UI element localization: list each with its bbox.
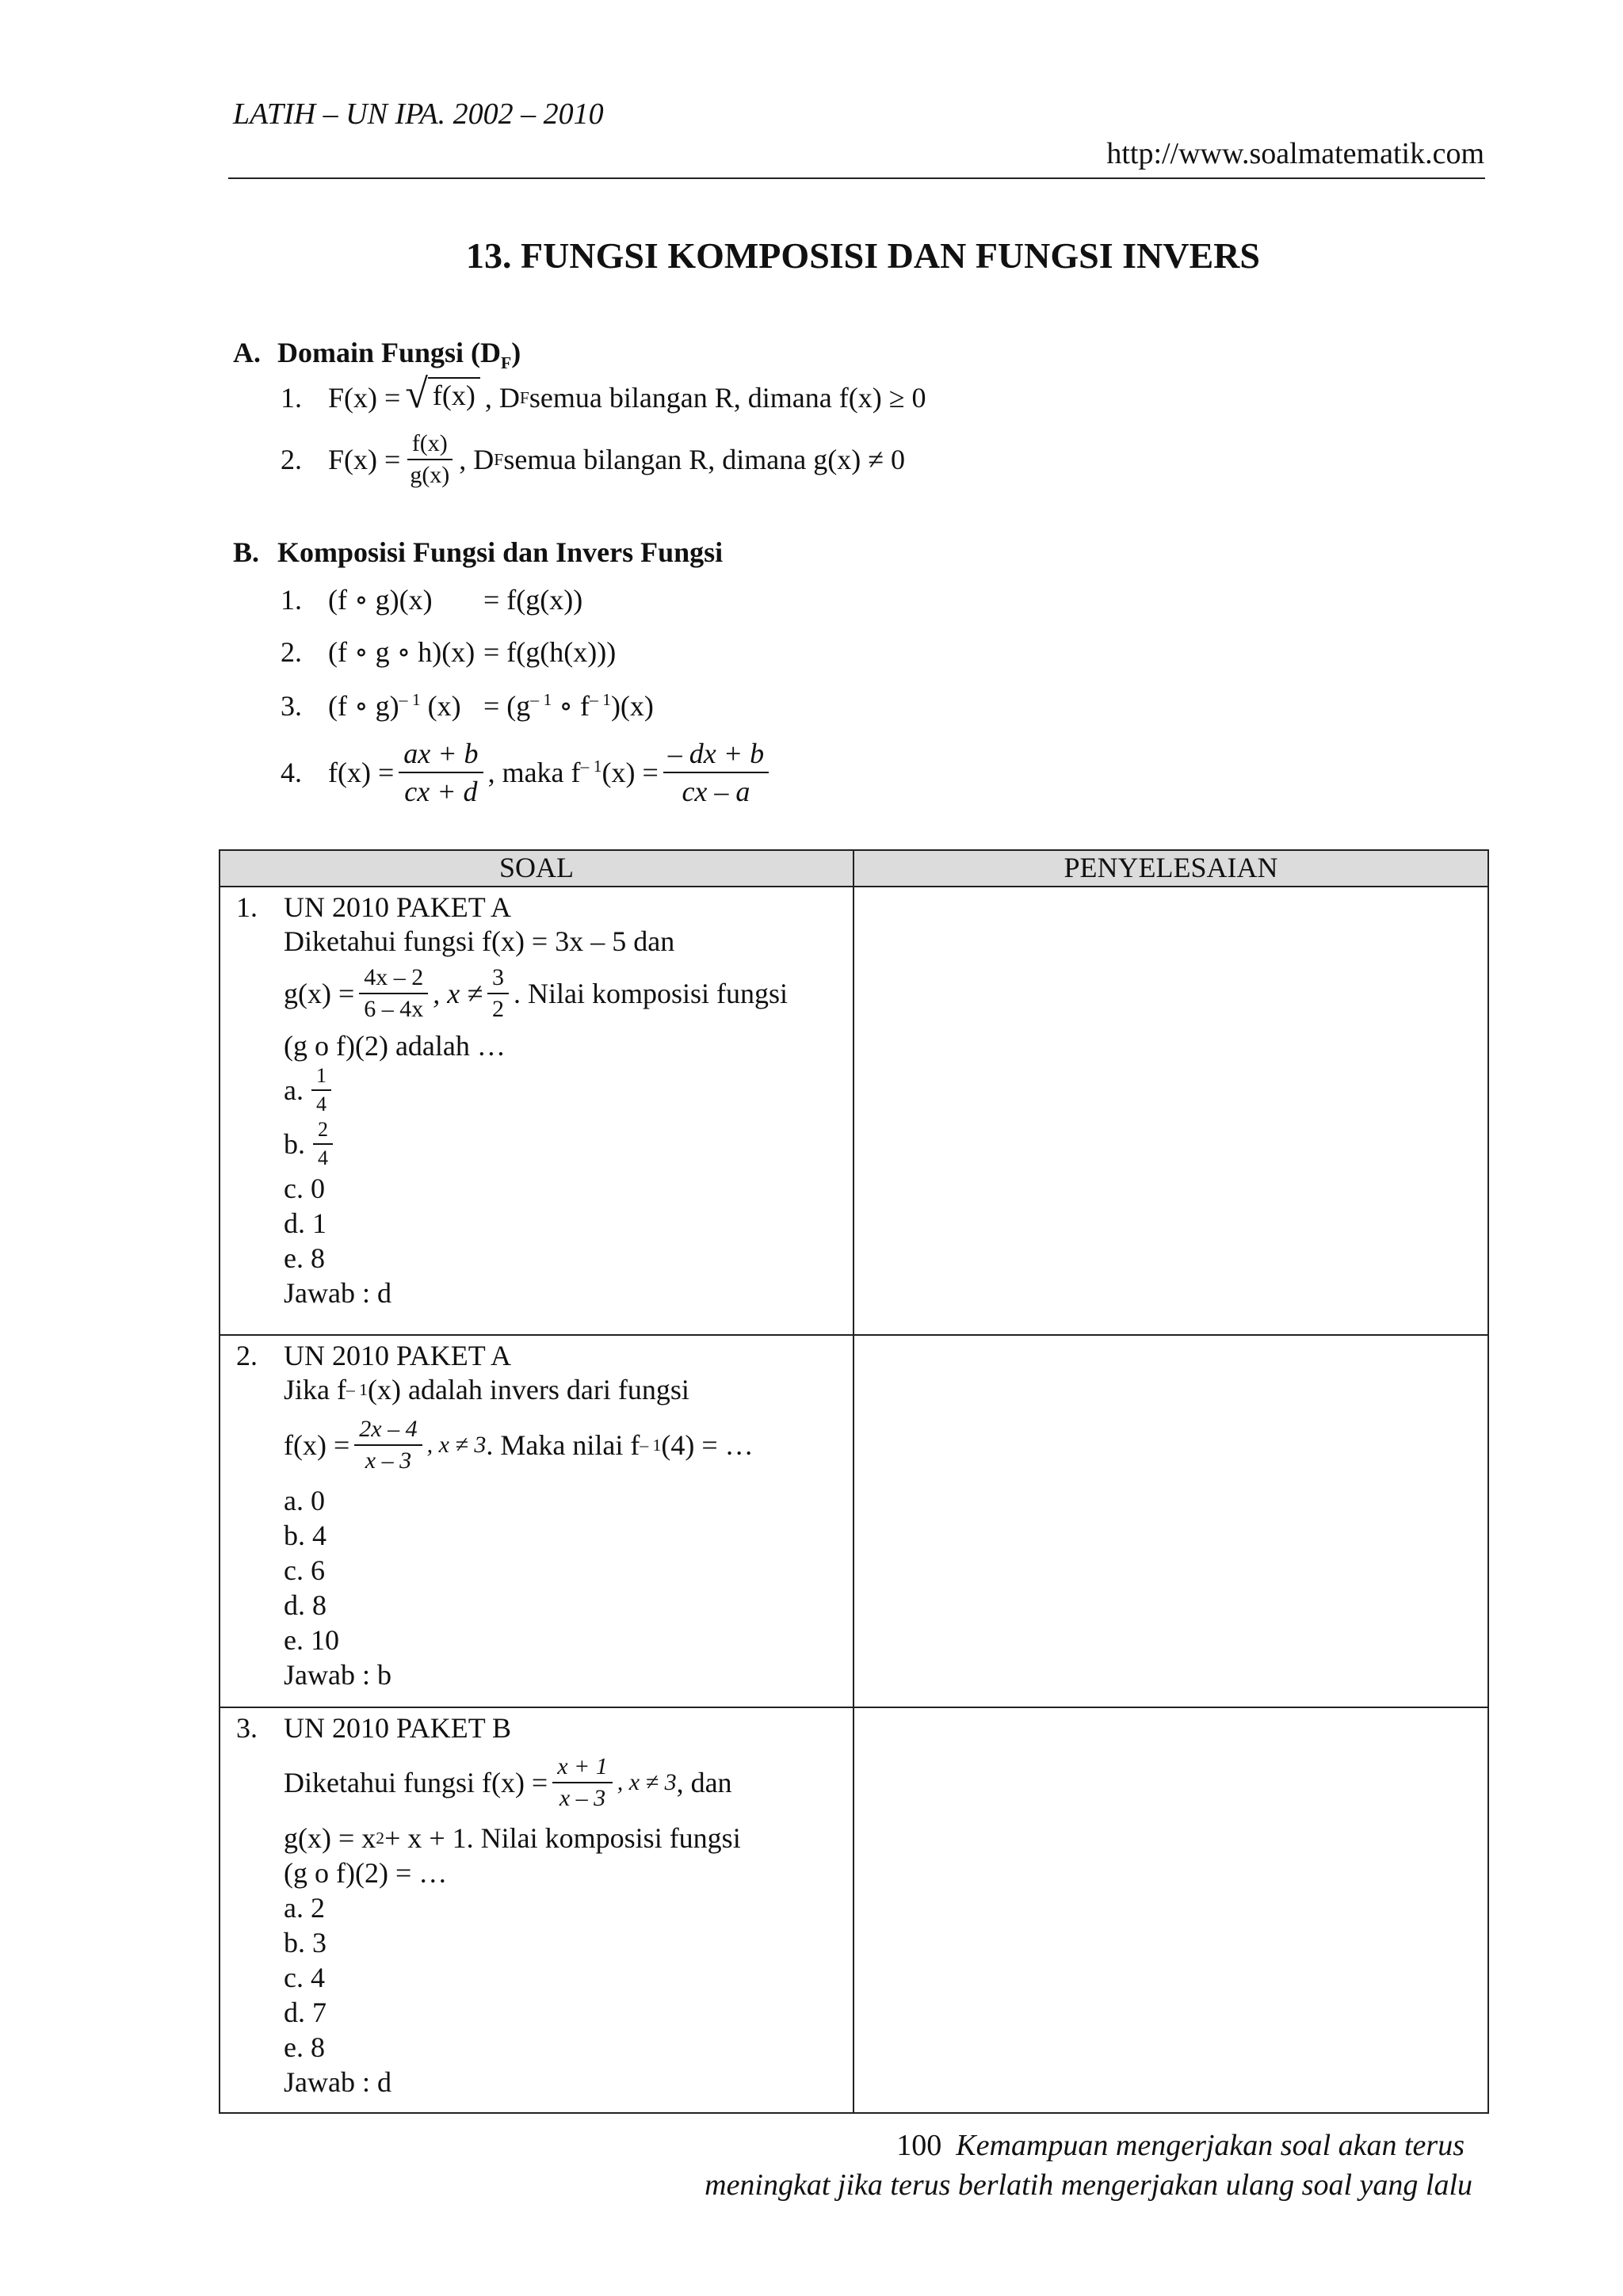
question-text: (g o f)(2) = …	[284, 1857, 448, 1889]
composition-item-2-rhs: = f(g(h(x)))	[483, 636, 617, 668]
footer-motto-1: Kemampuan mengerjakan soal akan terus	[956, 2129, 1465, 2162]
solution-cell-3[interactable]	[854, 1707, 1488, 2113]
solution-cell-2[interactable]	[854, 1335, 1488, 1707]
domain-item-2-rest-b: semua bilangan R, dimana g(x) ≠ 0	[503, 444, 905, 475]
f-fraction: $\frac{x + 1}{x - 3}$	[552, 1753, 613, 1812]
question-formula: Diketahui fungsi f(x) = $\frac{x + 1}{x - 3}$ , x ≠ 3 , dan	[284, 1753, 732, 1811]
domain-item-1-lhs: F(x) =	[328, 382, 401, 414]
question-text: (g o f)(2) adalah …	[284, 1030, 506, 1062]
section-b-title: Komposisi Fungsi dan Invers Fungsi	[277, 536, 724, 568]
function-fraction	[399, 737, 483, 808]
question-number: 2.	[236, 1340, 258, 1371]
composition-item-3-lhs: (f ∘ g)$^{- 1}$ (x)	[328, 690, 461, 722]
sqrt-radicand: f(x)	[428, 377, 480, 418]
section-b-label: B.	[233, 536, 260, 568]
question-cell-1	[220, 887, 854, 1335]
header-left: LATIH – UN IPA. 2002 – 2010	[233, 97, 604, 131]
sqrt-expression	[405, 372, 480, 418]
condition-fraction: $\frac{3}{2}$	[487, 964, 509, 1023]
section-a-title: Domain Fungsi (D	[277, 337, 502, 368]
question-cell-3	[220, 1707, 854, 2113]
composition-item-4-lhs: f(x) =	[328, 757, 395, 788]
composition-item-4	[281, 729, 773, 816]
header-url[interactable]: http://www.soalmatematik.com	[1106, 137, 1484, 170]
inverse-fraction	[663, 737, 769, 808]
option-a: a. $\frac{1}{4}$	[284, 1063, 845, 1117]
question-text: Diketahui fungsi f(x) = 3x – 5 dan	[284, 925, 675, 957]
option-b: b. $\frac{2}{4}$	[284, 1117, 845, 1171]
table-header-row	[220, 850, 1488, 887]
domain-item-2-num: 2.	[281, 444, 302, 475]
domain-item-1	[281, 374, 926, 421]
f-fraction: $\frac{2x - 4}{x - 3}$	[354, 1416, 422, 1474]
question-text: g(x) = x 2 + x + 1. Nilai komposisi fungsi	[284, 1822, 741, 1854]
domain-item-2-rest-a: , D	[459, 444, 495, 475]
domain-item-1-rest-sub: F	[519, 387, 529, 407]
composition-item-4-num: 4.	[281, 757, 302, 788]
composition-item-3-num: 3.	[281, 690, 302, 722]
section-a-title-sub: F	[501, 353, 512, 373]
composition-item-2-num: 2.	[281, 636, 302, 668]
function-numerator: ax + b	[399, 737, 483, 773]
question-cell-2	[220, 1335, 854, 1707]
option-b: b. 3	[284, 1927, 327, 1958]
composition-item-3-rhs: = ($g^{- 1}$ ∘ $f^{- 1})(x)$	[483, 690, 654, 722]
option-c: c. 6	[284, 1554, 325, 1586]
question-number: 3.	[236, 1712, 258, 1744]
option-d: d. 1	[284, 1207, 327, 1239]
option-a: a. 0	[284, 1485, 325, 1516]
header-divider	[228, 177, 1485, 179]
section-a-title-end: )	[511, 337, 521, 368]
function-denominator: cx + d	[404, 776, 478, 807]
question-text: Jika f – 1 (x) adalah invers dari fungsi	[284, 1374, 689, 1405]
table-row	[220, 887, 1488, 1335]
option-e: e. 10	[284, 1624, 339, 1656]
composition-item-1-num: 1.	[281, 584, 302, 616]
column-header-penyelesaian: PENYELESAIAN	[854, 850, 1488, 887]
table-row	[220, 1335, 1488, 1707]
domain-item-2-rest-sub: F	[494, 449, 504, 469]
answer-key: Jawab : d	[284, 2066, 391, 2098]
footer-motto-2: meningkat jika terus berlatih mengerjakan ulang soal yang lalu	[705, 2168, 1472, 2202]
option-e: e. 8	[284, 2031, 325, 2063]
option-a: a. 2	[284, 1892, 325, 1924]
fraction-denominator: g(x)	[410, 462, 450, 488]
question-source: UN 2010 PAKET B	[284, 1712, 512, 1744]
section-a-heading	[233, 336, 521, 373]
domain-item-2-lhs: F(x) =	[328, 444, 401, 475]
option-b: b. 4	[284, 1520, 327, 1551]
table-row	[220, 1707, 1488, 2113]
composition-item-2	[281, 635, 616, 669]
page-number: 100	[896, 2129, 942, 2162]
question-source: UN 2010 PAKET A	[284, 891, 512, 923]
domain-item-2	[281, 425, 905, 494]
domain-item-1-rest-b: semua bilangan R, dimana f(x) ≥ 0	[529, 382, 926, 414]
option-e: e. 8	[284, 1242, 325, 1274]
page-title: 13. FUNGSI KOMPOSISI DAN FUNGSI INVERS	[466, 235, 1260, 276]
composition-item-3	[281, 689, 654, 723]
g-fraction: $\frac{4x - 2}{6 - 4x}$	[359, 964, 428, 1023]
radical-sign: √	[405, 372, 428, 417]
composition-item-2-lhs: (f ∘ g ∘ h)(x)	[328, 636, 475, 668]
option-c: c. 0	[284, 1173, 325, 1204]
domain-item-1-num: 1.	[281, 382, 302, 414]
section-a-label: A.	[233, 337, 261, 368]
inverse-numerator: – dx + b	[663, 737, 769, 773]
problem-table	[219, 849, 1489, 2114]
composition-item-1	[281, 583, 582, 616]
question-number: 1.	[236, 891, 258, 923]
solution-cell-1[interactable]	[854, 887, 1488, 1335]
section-b-heading	[233, 536, 723, 569]
option-d: d. 7	[284, 1997, 327, 2028]
option-d: d. 8	[284, 1589, 327, 1621]
question-source: UN 2010 PAKET A	[284, 1340, 512, 1371]
column-header-soal: SOAL	[220, 850, 854, 887]
domain-item-1-rest-a: , D	[484, 382, 520, 414]
fraction-numerator: f(x)	[407, 430, 453, 460]
composition-item-4-mid: , maka $f^{- 1}(x)$ =	[487, 757, 659, 788]
footer-line-1	[896, 2128, 1465, 2163]
composition-item-1-rhs: = f(g(x))	[483, 584, 583, 616]
composition-item-1-lhs: (f ∘ g)(x)	[328, 584, 433, 616]
option-c: c. 4	[284, 1962, 325, 1993]
question-formula: f(x) = $\frac{2x - 4}{x - 3}$ , x ≠ 3 . Maka nilai f – 1 (4) = …	[284, 1416, 754, 1474]
domain-item-2-fraction	[405, 430, 454, 489]
inverse-denominator: cx – a	[682, 776, 750, 807]
answer-key: Jawab : b	[284, 1659, 391, 1691]
answer-key: Jawab : d	[284, 1277, 391, 1309]
question-formula: g(x) = $\frac{4x - 2}{6 - 4x}$ , x ≠ $\frac{3}{2}$ . Nilai komposisi fungsi	[284, 964, 789, 1022]
